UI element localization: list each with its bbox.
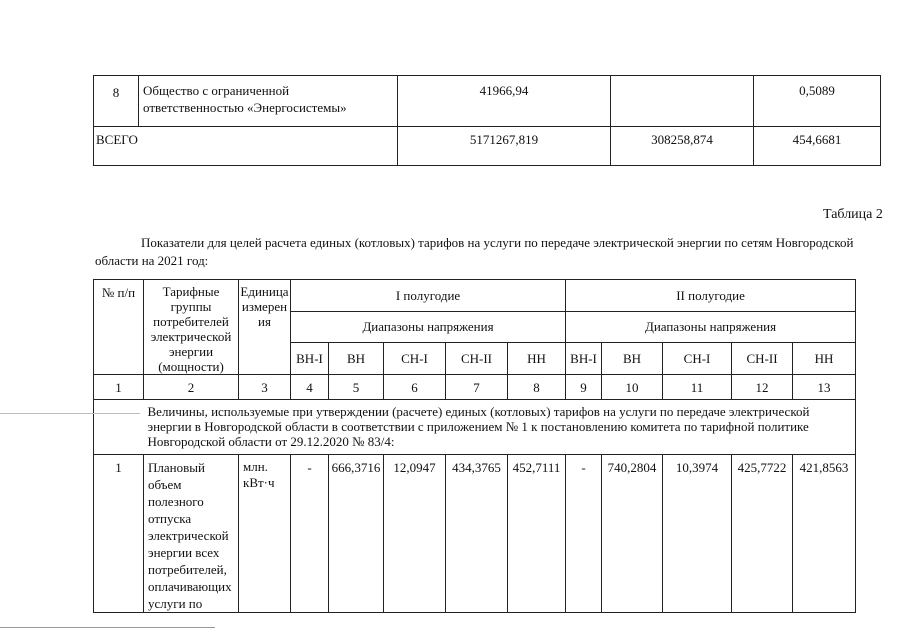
header-group: Тарифные группы потребителей электрической энергии (мощности): [144, 280, 239, 375]
table-row: [94, 76, 881, 127]
header-num: № п/п: [94, 280, 144, 375]
column-number-row: [94, 375, 856, 400]
value-cell: 12,0947: [384, 455, 446, 613]
level-header: СН-I: [663, 343, 732, 375]
organization-name: [139, 76, 398, 127]
total-value: 308258,874: [611, 127, 754, 166]
organization-name-line2: ответственностью «Энергосистемы»: [143, 100, 347, 115]
level-header: СН-II: [446, 343, 508, 375]
header-half2: II полугодие: [566, 280, 856, 312]
level-header: СН-I: [384, 343, 446, 375]
value-cell: 452,7111: [508, 455, 566, 613]
value-cell: 0,5089: [754, 76, 881, 127]
section-text: Величины, используемые при утверждении (расчете) единых (котловых) тарифов на услуги по передаче электрической энергии в Новгородской области в соответствии с приложением № 1 к постановлению комитета по тарифной политике Новгородской области от 29.12.2020 № 83/4:: [144, 400, 856, 455]
column-number: 3: [239, 375, 291, 400]
header-half1: I полугодие: [291, 280, 566, 312]
summary-table: [93, 75, 881, 166]
tariff-table: [93, 279, 856, 613]
level-header: ВН-I: [291, 343, 329, 375]
section-row: [94, 400, 856, 455]
intro-paragraph: Показатели для целей расчета единых (котловых) тарифов на услуги по передаче электрической энергии по сетям Новгородской области на 2021 год:: [95, 235, 854, 268]
value-cell: [611, 76, 754, 127]
level-header: ВН-I: [566, 343, 602, 375]
value-cell: -: [291, 455, 329, 613]
header-unit: Единица измерения: [239, 280, 291, 375]
header-ranges: Диапазоны напряжения: [566, 311, 856, 343]
total-row: [94, 127, 881, 166]
row-name: Плановый объем полезного отпуска электрической энергии всех потребителей, оплачивающих услуги по: [144, 455, 239, 613]
total-value: 454,6681: [754, 127, 881, 166]
level-header: ВН: [602, 343, 663, 375]
organization-name-line1: Общество с ограниченной: [143, 83, 290, 98]
row-number: 1: [94, 455, 144, 613]
column-number: 1: [94, 375, 144, 400]
row-unit: млн. кВт·ч: [239, 455, 291, 613]
column-number: 6: [384, 375, 446, 400]
level-header: НН: [793, 343, 856, 375]
value-cell: 425,7722: [732, 455, 793, 613]
value-cell: 740,2804: [602, 455, 663, 613]
table-caption: Таблица 2: [823, 207, 883, 222]
header-ranges: Диапазоны напряжения: [291, 311, 566, 343]
column-number: 9: [566, 375, 602, 400]
column-number: 2: [144, 375, 239, 400]
value-cell: 41966,94: [398, 76, 611, 127]
level-header: СН-II: [732, 343, 793, 375]
value-cell: 434,3765: [446, 455, 508, 613]
header-row: [94, 280, 856, 312]
level-header: НН: [508, 343, 566, 375]
section-spacer: [94, 400, 144, 455]
value-cell: 421,8563: [793, 455, 856, 613]
value-cell: 10,3974: [663, 455, 732, 613]
column-number: 10: [602, 375, 663, 400]
column-number: 11: [663, 375, 732, 400]
column-number: 13: [793, 375, 856, 400]
row-number: 8: [94, 76, 139, 127]
column-number: 5: [329, 375, 384, 400]
column-number: 12: [732, 375, 793, 400]
value-cell: 666,3716: [329, 455, 384, 613]
column-number: 8: [508, 375, 566, 400]
total-label: ВСЕГО: [94, 127, 398, 166]
table-row: [94, 455, 856, 613]
level-header: ВН: [329, 343, 384, 375]
column-number: 4: [291, 375, 329, 400]
scan-artifact: [0, 627, 215, 628]
total-value: 5171267,819: [398, 127, 611, 166]
scan-artifact: [0, 413, 140, 414]
column-number: 7: [446, 375, 508, 400]
value-cell: -: [566, 455, 602, 613]
